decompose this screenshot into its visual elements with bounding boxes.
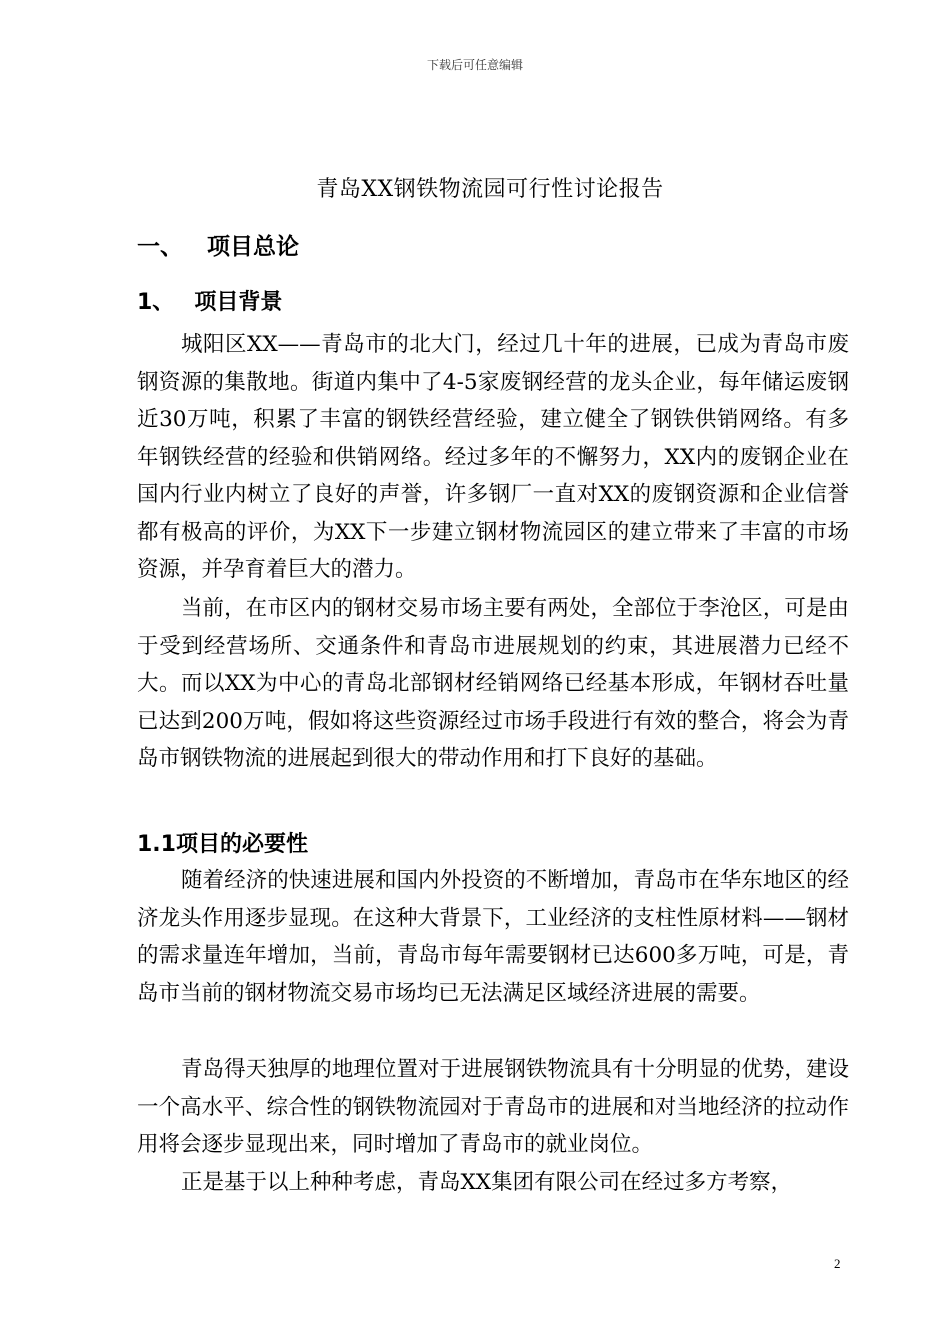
page-number: 2 [834, 1256, 841, 1271]
paragraph-background-1: 城阳区XX——青岛市的北大门，经过几十年的进展，已成为青岛市废钢资源的集散地。街道内集中了4-5家废钢经营的龙头企业，每年储运废钢近30万吨，积累了丰富的钢铁经营经验，建立健全了钢铁供销网络。有多年钢铁经营的经验和供销网络。经过多年的不懈努力，XX内的废钢企业在国内行业内树立了良好的声誉，许多钢厂一直对XX的废钢资源和企业信誉都有极高的评价，为XX下一步建立钢材物流园区的建立带来了丰富的市场资源，并孕育着巨大的潜力。 [137, 332, 849, 582]
paragraph-necessity-1: 随着经济的快速进展和国内外投资的不断增加，青岛市在华东地区的经济龙头作用逐步显现。在这种大背景下，工业经济的支柱性原材料——钢材的需求量连年增加，当前，青岛市每年需要钢材已达600多万吨，可是，青岛市当前的钢材物流交易市场均已无法满足区域经济进展的需要。 [137, 868, 849, 1006]
subsection-title: 项目背景 [194, 290, 283, 315]
paragraph-necessity-3: 正是基于以上种种考虑，青岛XX集团有限公司在经过多方考察， [181, 1170, 793, 1195]
subsection-number: 1、 [137, 290, 175, 315]
section-number: 一、 [137, 234, 183, 260]
subsection-title: 1.1项目的必要性 [137, 832, 308, 857]
subsection-heading-necessity [137, 827, 308, 858]
subsection-heading-background [137, 285, 282, 316]
section-heading [137, 228, 299, 261]
paragraph-background-2: 当前，在市区内的钢材交易市场主要有两处，全部位于李沧区，可是由于受到经营场所、交通条件和青岛市进展规划的约束，其进展潜力已经不大。而以XX为中心的青岛北部钢材经销网络已经基本形成，年钢材吞吐量已达到200万吨，假如将这些资源经过市场手段进行有效的整合，将会为青岛市钢铁物流的进展起到很大的带动作用和打下良好的基础。 [137, 596, 849, 771]
section-title: 项目总论 [207, 234, 299, 260]
document-title: 青岛XX钢铁物流园可行性讨论报告 [316, 177, 664, 202]
paragraph-necessity-2: 青岛得天独厚的地理位置对于进展钢铁物流具有十分明显的优势，建设一个高水平、综合性的钢铁物流园对于青岛市的进展和对当地经济的拉动作用将会逐步显现出来，同时增加了青岛市的就业岗位。 [137, 1057, 849, 1157]
header-note: 下载后可任意编辑 [426, 58, 523, 72]
